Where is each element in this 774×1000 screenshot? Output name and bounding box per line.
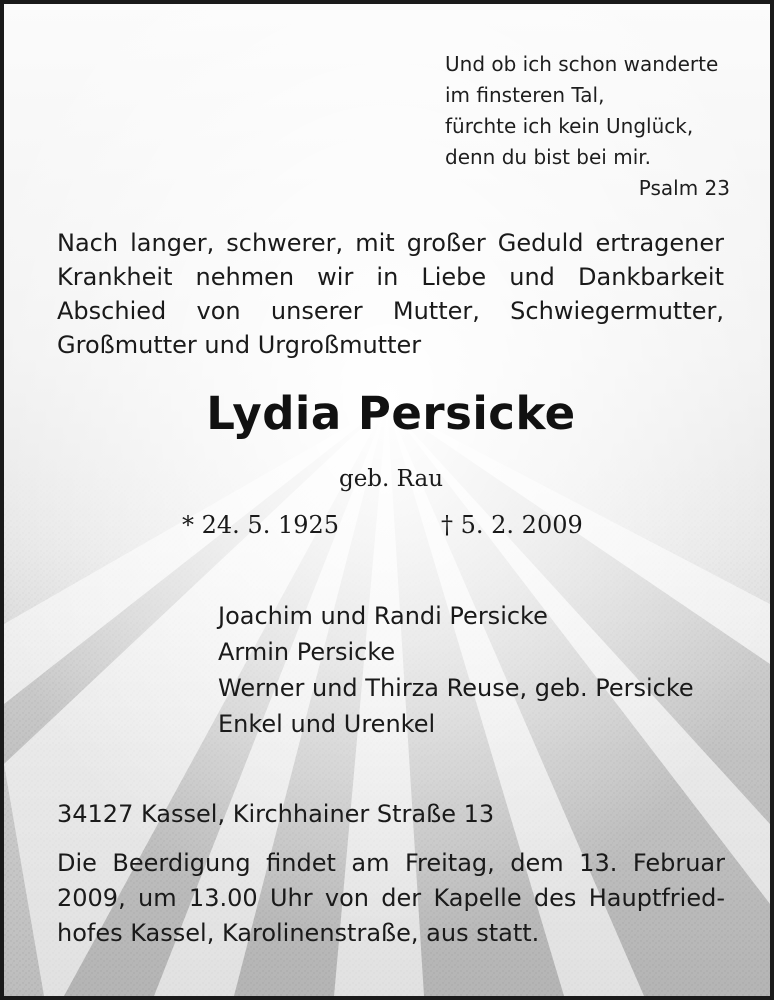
psalm-line: fürchte ich kein Unglück, [445, 114, 694, 138]
psalm-line: denn du bist bei mir. [445, 145, 652, 169]
psalm-line: im finsteren Tal, [445, 83, 605, 107]
mourner-entry: Armin Persicke [218, 638, 396, 666]
mourner-entry: Enkel und Urenkel [218, 710, 436, 738]
notice-content [4, 4, 770, 996]
funeral-line: hofes Kassel, Karolinenstraße, aus statt. [57, 919, 540, 947]
intro-line: Nach langer, schwerer, mit großer Geduld ertragener [57, 229, 724, 257]
family-address: 34127 Kassel, Kirchhainer Straße 13 [57, 800, 495, 828]
death-date: † 5. 2. 2009 [441, 511, 583, 539]
birth-date: * 24. 5. 1925 [182, 511, 340, 539]
deceased-born-name: geb. Rau [338, 466, 444, 492]
psalm-source: Psalm 23 [638, 176, 730, 200]
funeral-details [57, 846, 725, 951]
mourner-entry: Werner und Thirza Reuse, geb. Persicke [218, 674, 694, 702]
intro-line: Großmutter und Urgroßmutter [57, 331, 422, 359]
psalm-line: Und ob ich schon wanderte [445, 52, 719, 76]
intro-text [57, 226, 724, 362]
mourner-entry: Joachim und Randi Persicke [218, 602, 548, 630]
intro-line: Abschied von unserer Mutter, Schwiegermutter, [57, 297, 724, 325]
mourners-list [218, 598, 694, 742]
funeral-line: 2009, um 13.00 Uhr von der Kapelle des Hauptfried- [57, 884, 725, 912]
funeral-line: Die Beerdigung findet am Freitag, dem 13. Februar [57, 849, 725, 877]
psalm-quote [445, 49, 730, 204]
deceased-name: Lydia Persicke [206, 387, 576, 440]
intro-line: Krankheit nehmen wir in Liebe und Dankbarkeit [57, 263, 724, 291]
